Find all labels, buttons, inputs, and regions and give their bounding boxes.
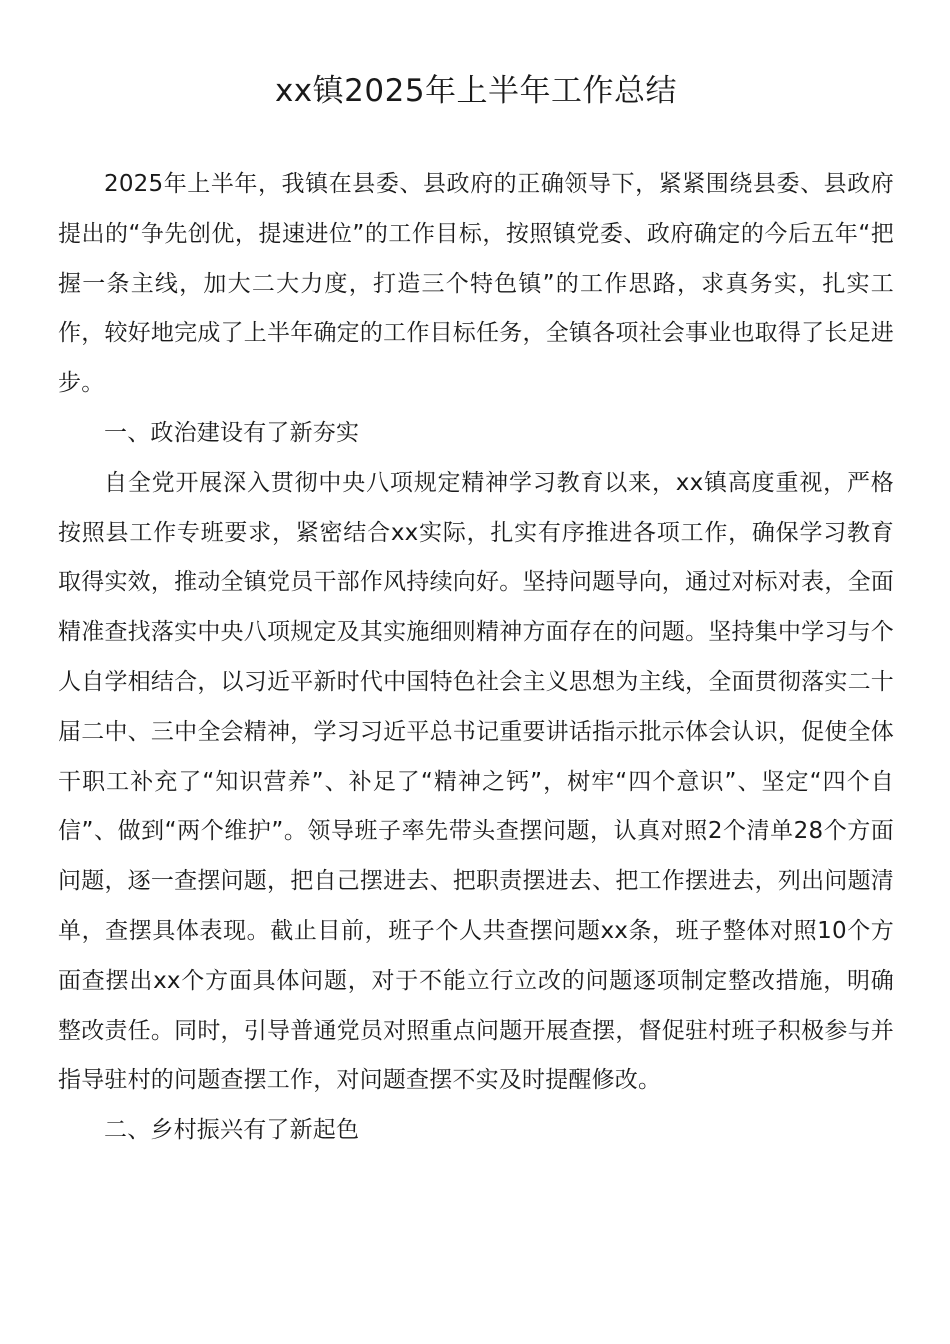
section-heading-1: 一、政治建设有了新夯实: [104, 419, 360, 446]
section-heading-2: 二、乡村振兴有了新起色: [104, 1117, 360, 1144]
intro-paragraph: 2025年上半年，我镇在县委、县政府的正确领导下，紧紧围绕县委、县政府提出的“争先创优，提速进位”的工作目标，按照镇党委、政府确定的今后五年“把握一条主线，加大二大力度，打造三个特色镇”的工作思路，求真务实，扎实工作，较好地完成了上半年确定的工作目标任务，全镇各项社会事业也取得了长足进步。: [58, 171, 894, 397]
section-1-paragraph: 自全党开展深入贯彻中央八项规定精神学习教育以来，xx镇高度重视，严格按照县工作专班要求，紧密结合xx实际，扎实有序推进各项工作，确保学习教育取得实效，推动全镇党员干部作风持续向好。坚持问题导向，通过对标对表，全面精准查找落实中央八项规定及其实施细则精神方面存在的问题。坚持集中学习与个人自学相结合，以习近平新时代中国特色社会主义思想为主线，全面贯彻落实二十届二中、三中全会精神，学习习近平总书记重要讲话指示批示体会认识，促使全体干职工补充了“知识营养”、补足了“精神之钙”，树牢“四个意识”、坚定“四个自信”、做到“两个维护”。领导班子率先带头查摆问题，认真对照2个清单28个方面问题，逐一查摆问题，把自己摆进去、把职责摆进去、把工作摆进去，列出问题清单，查摆具体表现。截止目前，班子个人共查摆问题xx条，班子整体对照10个方面查摆出xx个方面具体问题，对于不能立行立改的问题逐项制定整改措施，明确整改责任。同时，引导普通党员对照重点问题开展查摆，督促驻村班子积极参与并指导驻村的问题查摆工作，对问题查摆不实及时提醒修改。: [58, 469, 894, 1094]
document-body: [58, 160, 894, 1156]
document-title: xx镇2025年上半年工作总结: [274, 73, 678, 109]
